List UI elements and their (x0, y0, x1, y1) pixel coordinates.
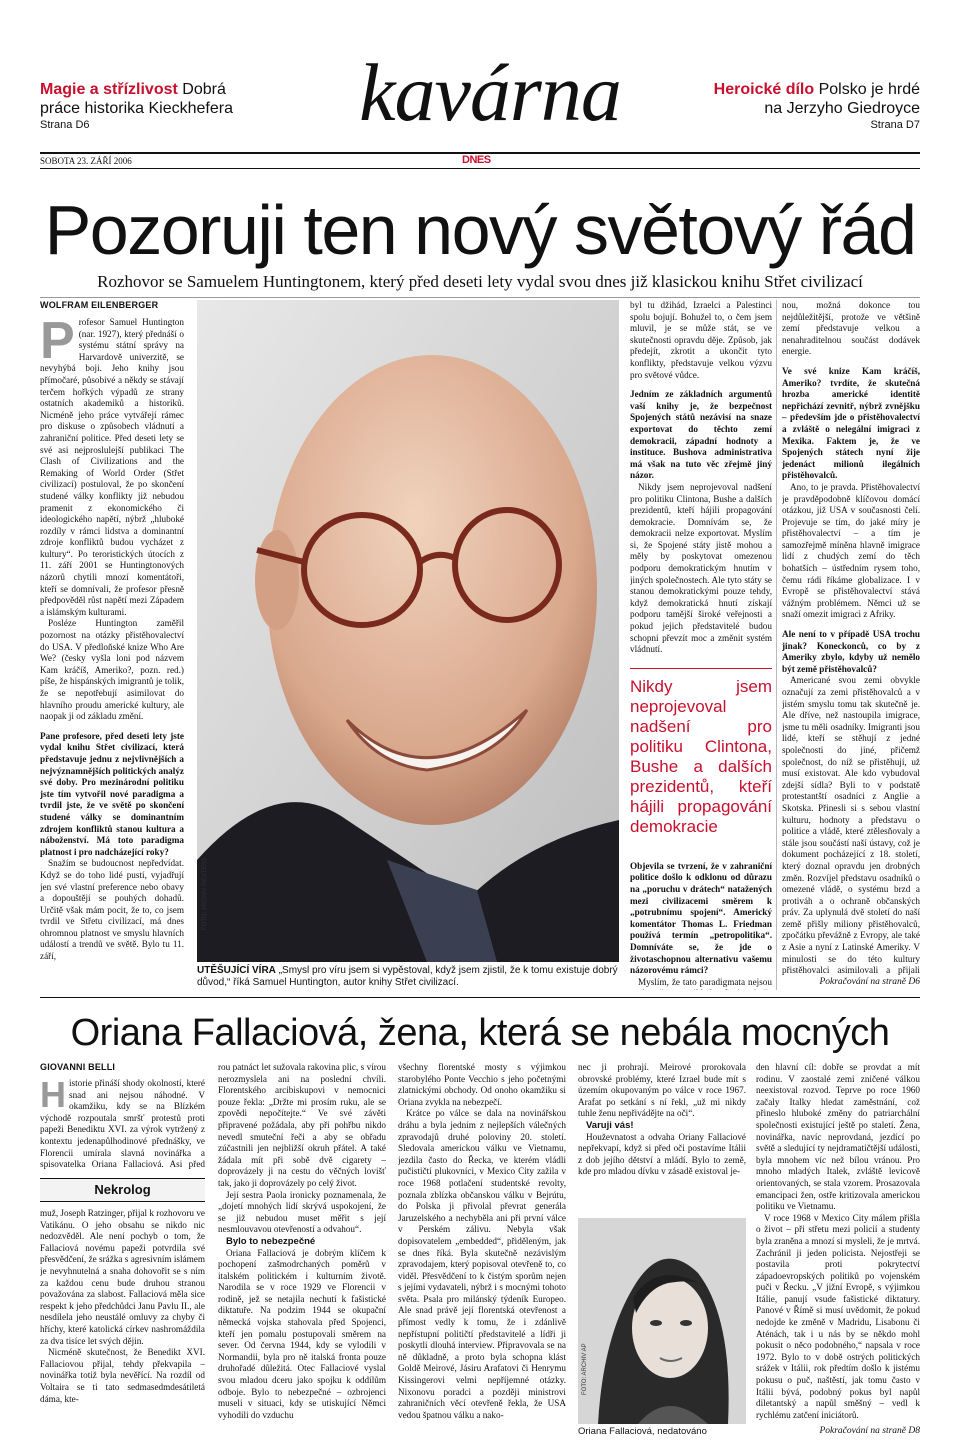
article1-col3-p3: Myslím, že tato paradigmata nejsou (638, 976, 772, 987)
article2-col2-subhead: Bylo to nebezpečné (226, 1235, 316, 1247)
teaser-right-title: Heroické dílo (713, 81, 815, 98)
article2-col5 (756, 1062, 920, 1424)
article2-headline: Oriana Fallaciová, žena, která se nebála mocných (70, 1012, 890, 1054)
article2-photo-caption: Oriana Fallaciová, nedatováno (578, 1426, 707, 1437)
article1-col3-p1: byl tu džihád, Izraelci a Palestinci spolu bojují. Bohužel to, o čem jsem mluvil, je se může stát, se ve skutečnosti opravdu děje. Způsob, jak předejít, zkrotit a ukončit tyto konflikty, představuje velkou výzvu pro světové vůdce. (630, 300, 772, 380)
article2-col4-subhead: Varuji vás! (586, 1119, 634, 1131)
article1-photo-caption (197, 965, 619, 989)
article2-col4-p1: nec ji prohrají. Meirové prorokovala obrovské problémy, které Izrael bude mít s územím okupovaným po válce v roce 1967. Arafat po setkání s ní řekl, „už mi nikdy tuhle ženu nepřivádějte na oči“. (578, 1062, 746, 1119)
header-rule-bottom (40, 168, 920, 169)
article2-col4-p2: Houževnatost a odvaha Oriany Fallaciové nepřekvapí, když si před oči postavíme Itálii z dob jejího dětství a mládí. Bylo to země, kde pro mladou dívku v zásadě existoval je- (578, 1131, 746, 1177)
article1-col4-p3: Americané svou zemi obvykle označují za zemi přistěhovalců a v jistém smyslu tomu tak skutečně je. Ale dříve, než nastoupila imigrace, jsme tu měli osadníky. Imigranti jsou lidé, kteří se stěhují z jedné společnosti do jiné, přičemž společnost, do níž se přistěhují, už musí existovat. Ale kdo vybudoval zdejší sídla? Byli to v podstatě protestantští osadníci z Anglie a Skotska. Přinesli si s sebou vlastní kulturu, hodnoty a představu o politice a vládě, které ztělesňovaly a stále jsou součástí naší ústavy, což je dokument pocházející z 18. století, který doznal opravdu jen drobných změn. Rozvíjel představu osadníků o omezené vládě, o systému brzd a protiváh a o ochraně občanských práv. Za uplynulá dvě století do naší země přišly miliony přistěhovalců, zpočátku převážně z Evropy, ale také z Asie a nyní z Latinské Ameriky. V minulosti se do této kultury přistěhovalci asimilovali a přijali (782, 675, 920, 976)
col-divider (776, 300, 777, 990)
caption-text: „Smysl pro víru jsem si vypěstoval, když jsem zjistil, že k tomu existuje dobrý důvod,“ říká Samuel Huntington, autor knihy Střet civilizací. (197, 965, 618, 988)
section-label-nekrolog: Nekrolog (40, 1178, 205, 1202)
article2-col2-p2: Její sestra Paola ironicky poznamenala, že „dojetí mnohých lidí skrývá uspokojení, že se již nebudou muset měřit s její nesmlouvavou otevřeností a odvahou“. (218, 1189, 386, 1235)
article1-col3-q2: Objevila se tvrzení, že v zahraniční politice došlo k odklonu od důrazu na „poruchu v drátech“ natažených mezi civilizacemi směrem k „potrubnímu spojení“. Americký komentátor Thomas L. Friedman používá termín „petropolitika“. Domníváte se, že jde o životaschopnou alternativu vašemu názorovému rámci? (630, 860, 772, 976)
caption-label: UTĚŠUJÍCÍ VÍRA (197, 965, 276, 976)
article2-continued[interactable]: Pokračování na straně D8 (819, 1426, 920, 1436)
teaser-right-text: Polsko je hrdé na Jerzyho Giedroyce (764, 81, 920, 117)
article2-col1-p1: istorie přináší shody okolností, které snad ani nejsou náhodné. V okamžiku, kdy se na Blízkém východě rozpoutala smršť protestů proti papeži Benediktu XVI. za výrok vytržený z kontextu jedenapůlhodinové přednášky, ve Florencii umírala slavná novinářka a spisovatelka Oriana Fallaciová. Asi před (40, 1078, 205, 1170)
article2-col5-p2: V roce 1968 v Mexico City málem přišla o život – při střetu mezi policií a studenty byla zraněna a mnozí si mysleli, že je mrtvá. Zachránil ji jeden policista. Nejostřeji se postavila proti pokrytectví západoevropských politiků po vojenském puči v Řecku. „V jižní Evropě, s výjimkou Itálie, panují vsude fašistické diktatury. Panové v Římě si musí uvědomit, že pokud nedojde ke změně v Madridu, Lisabonu či Aténách, tak i u nás by se někdo mohl pokusit o něco podobného,“ napsala v roce 1972. Bylo to v době ostrých politických srážek v Itálii, rok předtím došlo k jistému pokusu o puč, naštěstí, jak tomu často v Itálii bývá, podobný pokus byl napůl diletantský a napůl směšný – vedl k rychlému zatčení iniciátorů. (756, 1212, 920, 1420)
article1-dropcap: P (40, 317, 75, 370)
article1-subhead: Rozhovor se Samuelem Huntingtonem, který před deseti lety vydal svou dnes již klasickou knihu Střet civilizací (97, 272, 863, 291)
masthead: kavárna (359, 47, 621, 138)
article1-col4-p1: nou, možná dokonce tou nejdůležitější, protože ve většině zemí představuje velkou a nenahraditelnou součást dodávek energie. (782, 300, 920, 357)
article2-col3-p1: všechny florentské mosty s výjimkou starobylého Ponte Vecchio s jeho početnými zlatnickými obchody. Od onoho okamžiku si Oriana zvykla na nebezpečí. (398, 1062, 566, 1107)
teaser-left[interactable] (40, 80, 270, 133)
article1-headline: Pozoruji ten nový světový řád (44, 191, 916, 269)
article1-col1-p3: Snažím se budoucnost nepředvídat. Když se do toho lidé pustí, vyjadřují jen své vlastní preference nebo obavy a dopouštějí se pouhých dohadů. Určitě však mám pocit, že to, co jsem tvrdil ve Střetu civilizací, má dnes ohromnou platnost ve smyslu hlavních událostí a trendů ve světě. Bylo tu 11. září, (40, 858, 184, 962)
article2-col3 (398, 1062, 566, 1440)
teaser-left-title: Magie a střízlivost (40, 81, 178, 98)
article1-col4 (782, 300, 920, 976)
article2-dropcap: H (40, 1078, 66, 1115)
article1-col1-q1: Pane profesore, před deseti lety jste vydal knihu Střet civilizací, která představuje jednu z nejvlivnějších a nejvýznamnějších politických analýz své doby. Pro mezinárodní politiku jste tím vytvořil nové paradigma a tvrdil jste, že ve světě po skončení studené války se dominantním zdrojem konfliktů stanou kultura a náboženství. Má toto paradigma platnost i pro nadcházející roky? (40, 730, 184, 857)
section-separator (40, 997, 920, 998)
article2-byline: GIOVANNI BELLI (40, 1062, 116, 1072)
article1-col4-q1: Ve své knize Kam kráčíš, Ameriko? tvrdíte, že skutečná hrozba americké identitě nepřichází zevnitř, nýbrž zvnějšku – především jde o přistěhovalectví a zvláště o nelegální imigraci z Mexika. Faktem je, že ve Spojených státech nyní žije jedenáct milionů ilegálních přistěhovalců. (782, 365, 920, 481)
huntington-photo (197, 300, 619, 962)
article1-col1-p1: rofesor Samuel Huntington (nar. 1927), který přednáší o systému státní správy na Harvardově univerzitě, se nevyhýbá boji. Jeho knihy jsou přímočaré, působivé a někdy se stávají terčem hořkých výpadů ze strany ostatních akademiků a historiků. Nicméně jeho práce vytvářejí rámec pro diskuse o způsobech vládnutí a zahraniční politice. Před deseti lety se své asi nejproslulejší publikaci The Clash of Civilizations and the Remaking of World Order (Střet civilizací) postuloval, že po skončení studené války konflikty již nebudou pramenit z ekonomického či ideologického napětí, nýbrž „hluboké rozdíly v rámci lidstva a dominantní zdroje konfliktů budou vycházet z kultury“. Po teroristických útocích z 11. září 2001 se Huntingtonových názorů chytili mnozí komentátoři, kteří se domnívali, že profesor přesně předpověděl růst napětí mezi Západem a islámským kulturami. (40, 317, 184, 617)
article1-byline: WOLFRAM EILENBERGER (40, 300, 159, 310)
fallaci-portrait-illustration (578, 1218, 746, 1424)
article1-col1-p2: Posléze Huntington zaměřil pozornost na otázky přistěhovalectví do USA. V předloňské knize Who Are We? (česky vyšla loni pod názvem Kam kráčíš, Ameriko?, pozn. red.) píše, že hispánských imigrantů je tolik, že se nepotřebují asimilovat do hlavního proudu americké kultury, ale naopak ji od základu změní. (40, 618, 184, 722)
article1-col4-p2: Ano, to je pravda. Přistěhovalectví je pravděpodobně klíčovou domácí otázkou, již USA v současnosti čelí. Projevuje se tím, do jaké míry je přistěhovalectví – a tím je samozřejmě míněna hlavně imigrace lidí z chudých zemí do těch bohatších – ústředním rysem toho, čemu rádi říkáme globalizace. I v Evropě se přistěhovalectví stává vážným problémem. Němci už se snaží omezit imigraci z Afriky. (782, 481, 920, 620)
article1-pullquote: Nikdy jsem neprojevoval nadšení pro politiku Clintona, Bushe a dalších prezidentů, kteří hájili propagování demokracie (630, 668, 772, 837)
article2-col1-p3: Nicméně skutečnost, že Benedikt XVI. Fallaciovou přijal, tehdy překvapila – novinářka totiž byla nevěřící. Na rozdíl od Voltaira se ti tato sedmasedmdesátiletá dáma, kte- (40, 1347, 205, 1404)
article1-continued[interactable]: Pokračování na straně D6 (819, 977, 920, 987)
dateline: SOBOTA 23. ZÁŘÍ 2006 (40, 156, 132, 166)
article1-col3-q1: Jedním ze základních argumentů vaší knihy je, že bezpečnost Spojených států nezávisí na snaze exportovat do těchto zemí demokracii, západní hodnoty a instituce. Bushova administrativa má však na tuto věc zřejmě jiný názor. (630, 389, 772, 481)
article2-col1-bottom (40, 1208, 205, 1440)
portrait-illustration (197, 300, 619, 962)
article1-top-rule (40, 297, 920, 298)
article1-col3-p2: Nikdy jsem neprojevoval nadšení pro politiku Clintona, Bushe a dalších prezidentů, kteří hájili propagování demokracie. Domnívám se, že demokracii nelze exportovat. Myslím si, že Spojené státy jistě mohou a měly by poskytovat omezenou podporu demokratickým hnutím v jiných společnostech. Ale tyto státy se stanou demokratickými pouze tehdy, když demokratická hnutí získají podporu tamější široké veřejnosti a pokud jejich představitelé budou schopni převzít moc a změnit systém vládnutí. (630, 481, 772, 655)
article2-col1-top (40, 1078, 205, 1170)
article1-col3 (630, 300, 772, 990)
article2-col5-p1: den hlavní cíl: dobře se provdat a mít rodinu. V zaostalé zemi zničené válkou neexistoval rozvod. Teprve po roce 1960 začaly Italky hledat zaměstnání, což přineslo hluboké změny do patriarchální společnosti existující ještě po staletí. Žena, novinářka, navíc neprovdaná, jezdící po světě a sledující ty nejdramatičtější události, byla mnohem víc než bílou vránou. Pro mnoho mladých Italek, zvláště levicově orientovaných, se stala vzorem. Prosazovala emancipaci žen, ostře kritizovala americkou politiku ve Vietnamu. (756, 1062, 920, 1212)
article1-col1 (40, 317, 184, 994)
article2-col2 (218, 1062, 386, 1440)
article2-col4 (578, 1062, 746, 1212)
article2-col2-p3: Oriana Fallaciová je dobrým klíčem k pochopení zašmodrchaných poměrů v italském politickém i kulturním životě. Narodila se v roce 1929 ve Florencii v rodině, jež se netajila nechutí k fašistické diktatuře. Na podzim 1944 se okupační německá vojska stahovala před Spojenci, kteří jen pomalu postupovali směrem na sever. Od června 1944, kdy se vylodili v Normandii, byla pro ně italská fronta pouze druhořadé důležitá. Otec Fallaciové vyslal svou mladou dceru jako spojku k oddílům odboje. Bylo to nebezpečné – ozbrojenci museli v situaci, kdy se utiskující Němci vyhodili do vzduchu (218, 1247, 386, 1420)
fallaci-photo (578, 1218, 746, 1424)
article2-col3-p2: Krátce po válce se dala na novinářskou dráhu a byla jedním z nejlepších válečných zpravodajů druhé poloviny 20. století. Sledovala americkou válku ve Vietnamu, jezdila často do Řecka, ve kterém vládli pučističtí plukovníci, v Mexico City zažila v roce 1968 potlačení studentské revolty, poznala zblízka občanskou válku v Bejrútu, do Polska ji přivolal převrat generála Jaruzelského a nechyběla ani při první válce v Perském zálivu. Nebyla však dopisovatelem „embedded“, přiděleným, jak se dnes říká. Byla skutečně nezávislým zpravodajem, který popisoval otevřeně to, co viděl. Přesvědčení to k čistým sporům nejen s jejími vydavateli, nýbrž i s mocnými tohoto světa. Psala pro milánský týdeník Europeo. Ale snad právě její florentská otevřenost a přímost vedly k tomu, že i zdánlivě nepřístupní političtí představitelé a lídři ji poskytli dlouhá interview. Připravovala se na ně důkladně, a proto byla schopna klást Goldě Meirové, Jásiru Arafatovi či Henrymu Kissingerovi velmi nepříjemné otázky. Nixonovu poradci a později ministrovi zahraničních věcí otevřeně řekla, že USA vedou špatnou válku a nako- (398, 1108, 566, 1420)
article2-col2-p1: rou patnáct let sužovala rakovina plic, s vírou nerozmyslela ani na poslední chvíli. Florentského arcibiskupovi v nemocnici pouze řekla: „Držte mi prosím ruku, ale se zpovědi nepočítejte.“ Ve své závěti připravené požádala, aby při pohřbu nikdo nevedl smuteční řeči a aby se obřadu zúčastnili jen nejbližší okruh přátel. A také žádala mít při sobě dvě cigarety – doprovázely ji na cestu do věčných lovišť tak, jako ji doprovázely po celý život. (218, 1062, 386, 1188)
teaser-right-page: Strana D7 (870, 119, 920, 131)
teaser-left-text: Dobrá práce historika Kieckhefera (40, 81, 233, 117)
article2-col1-p2: muž, Joseph Ratzinger, přijal k rozhovoru ve Vatikánu. O jeho obsahu se nikdo nic nedozvěděl. Ale není pochyb o tom, že Fallaciová novému papeži potvrdila své přesvědčení, že srážka s agresivním islámem je nevyhnutelná a snaha dohovořit se s ním za každou cenu bude druhou stranou považována za slabost. Fallaciová měla sice respekt k jeho předchůdci Janu Pavlu II., ale nesdílela jeho neustálé omluvy za chyby či hříchy, které katolická církev nashromáždila za dva tisíce let svých dějin. (40, 1208, 205, 1346)
article2-photo-credit: FOTO: ARCHIV AP (582, 1343, 588, 1395)
teaser-right[interactable] (700, 80, 920, 133)
article1-photo-credit: FOTO: ARCHIV REUTERS (202, 857, 208, 930)
paper-logo: DNES (462, 154, 491, 166)
article1-col4-q2: Ale není to v případě USA trochu jinak? Koneckonců, co by z Ameriky zbylo, kdyby už nemělo být země přistěhovalců? (782, 629, 920, 674)
teaser-left-page: Strana D6 (40, 119, 90, 131)
